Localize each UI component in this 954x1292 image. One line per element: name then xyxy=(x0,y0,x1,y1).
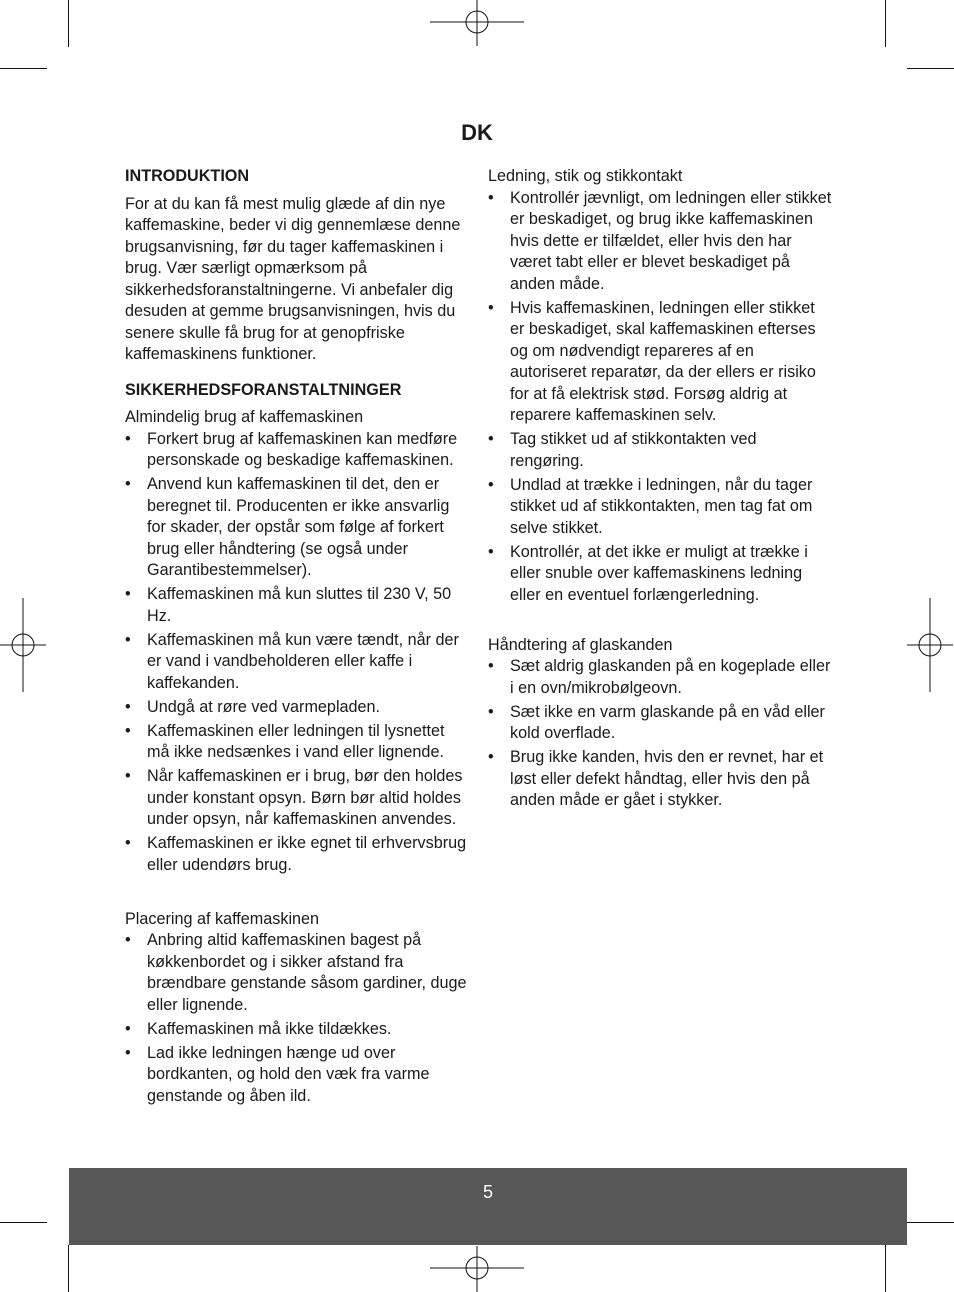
bullet-icon: • xyxy=(488,702,494,721)
bullet-icon: • xyxy=(488,657,494,675)
placement-list xyxy=(125,930,470,1107)
list-item: • Kaffemaskinen er ikke egnet til erhvervsbrug eller udendørs brug. xyxy=(125,834,467,874)
bullet-icon: • xyxy=(488,475,494,494)
crop-mark xyxy=(907,1222,954,1223)
general-use-heading: Almindelig brug af kaffemaskinen xyxy=(125,408,364,426)
list-item: • Tag stikket ud af stikkontakten ved rengøring. xyxy=(488,430,757,470)
list-item: • Undlad at trække i ledningen, når du tager stikket ud af stikkontakten, men tag fat om selve stikket. xyxy=(488,475,813,537)
list-item: • Forkert brug af kaffemaskinen kan medføre personskade og beskadige kaffemaskinen. xyxy=(125,429,458,469)
bullet-icon: • xyxy=(488,430,494,448)
footer-band xyxy=(69,1168,907,1245)
right-column xyxy=(488,166,833,814)
list-item: • Når kaffemaskinen er i brug, bør den holdes under konstant opsyn. Børn bør altid holdes under opsyn, når kaffemaskinen anvendes. xyxy=(125,767,463,828)
bullet-icon: • xyxy=(125,429,131,448)
bullet-icon: • xyxy=(488,298,494,317)
bullet-icon: • xyxy=(125,1019,131,1038)
glass-jug-heading: Håndtering af glaskanden xyxy=(488,635,673,654)
bullet-icon: • xyxy=(488,748,494,766)
list-item: • Kaffemaskinen må kun sluttes til 230 V, 50 Hz. xyxy=(125,585,452,625)
intro-paragraph: For at du kan få mest mulig glæde af din nye kaffemaskine, beder vi dig gennemlæse denne brugsanvisning, før du tager kaffemaskinen i brug. Vær særligt opmærksom på sikkerhedsforanstaltningerne. Vi anbefaler dig desuden at gemme brugsanvisningen, hvis du senere skulle få brug for at genopfriske kaffemaskinens funktioner. xyxy=(125,194,461,363)
registration-mark-icon xyxy=(430,0,524,46)
bullet-icon: • xyxy=(125,767,131,785)
crop-mark xyxy=(885,0,886,47)
list-item: • Anvend kun kaffemaskinen til det, den er beregnet til. Producenten er ikke ansvarlig for skader, der opstår som følge af forkert brug eller håndtering (se også under Garantibestemmelser). xyxy=(125,475,450,579)
cord-heading: Ledning, stik og stikkontakt xyxy=(488,167,683,185)
bullet-icon: • xyxy=(125,1043,131,1062)
list-item: • Lad ikke ledningen hænge ud over bordkanten, og hold den væk fra varme genstande og åben ild. xyxy=(125,1043,430,1105)
registration-mark-icon xyxy=(907,598,953,692)
list-item: • Kontrollér jævnligt, om ledningen eller stikket er beskadiget, og brug ikke kaffemaskinen hvis dette er tilfældet, eller hvis den har været tabt eller er blevet beskadiget på anden måde. xyxy=(488,188,832,293)
list-item: • Hvis kaffemaskinen, ledningen eller stikket er beskadiget, skal kaffemaskinen efterses og om nødvendigt repareres af en autoriseret reparatør, da der ellers er risiko for at få elektrisk stød. Forsøg aldrig at reparere kaffemaskinen selv. xyxy=(488,298,816,424)
registration-mark-icon xyxy=(0,598,46,692)
bullet-icon: • xyxy=(488,188,494,207)
registration-mark-icon xyxy=(430,1246,524,1292)
bullet-icon: • xyxy=(125,585,131,603)
crop-mark xyxy=(0,68,47,69)
list-item: • Sæt aldrig glaskanden på en kogeplade eller i en ovn/mikrobølgeovn. xyxy=(488,657,831,697)
crop-mark xyxy=(0,1222,47,1223)
list-item: • Anbring altid kaffemaskinen bagest på køkkenbordet og i sikker afstand fra brændbare genstande såsom gardiner, duge eller lignende. xyxy=(125,931,467,1014)
page-title: DK xyxy=(461,120,493,145)
bullet-icon: • xyxy=(125,834,131,852)
list-item: • Sæt ikke en varm glaskande på en våd eller kold overflade. xyxy=(488,702,825,742)
glass-jug-list xyxy=(488,656,833,812)
placement-heading: Placering af kaffemaskinen xyxy=(125,909,320,928)
cord-list xyxy=(488,188,833,607)
intro-heading: INTRODUKTION xyxy=(125,167,250,185)
crop-mark xyxy=(68,0,69,47)
bullet-icon: • xyxy=(125,697,131,716)
bullet-icon: • xyxy=(125,721,131,740)
safety-heading: SIKKERHEDSFORANSTALTNINGER xyxy=(125,380,402,399)
bullet-icon: • xyxy=(488,542,494,561)
list-item: • Kaffemaskinen må ikke tildækkes. xyxy=(125,1019,470,1041)
crop-mark xyxy=(885,1245,886,1292)
left-column xyxy=(125,166,470,1110)
bullet-icon: • xyxy=(125,475,131,493)
crop-mark xyxy=(907,68,954,69)
page-number: 5 xyxy=(482,1182,493,1202)
list-item: • Kaffemaskinen eller ledningen til lysnettet må ikke nedsænkes i vand eller lignende. xyxy=(125,721,445,761)
list-item: • Undgå at røre ved varmepladen. xyxy=(125,697,470,719)
bullet-icon: • xyxy=(125,931,131,949)
crop-mark xyxy=(68,1245,69,1292)
list-item: • Kaffemaskinen må kun være tændt, når der er vand i vandbeholderen eller kaffe i kaffekanden. xyxy=(125,630,459,692)
list-item: • Brug ikke kanden, hvis den er revnet, har et løst eller defekt håndtag, eller hvis den på anden måde er gået i stykker. xyxy=(488,748,824,809)
list-item: • Kontrollér, at det ikke er muligt at trække i eller snuble over kaffemaskinens ledning eller en eventuel forlængerledning. xyxy=(488,542,808,604)
bullet-icon: • xyxy=(125,630,131,649)
general-use-list xyxy=(125,429,470,877)
